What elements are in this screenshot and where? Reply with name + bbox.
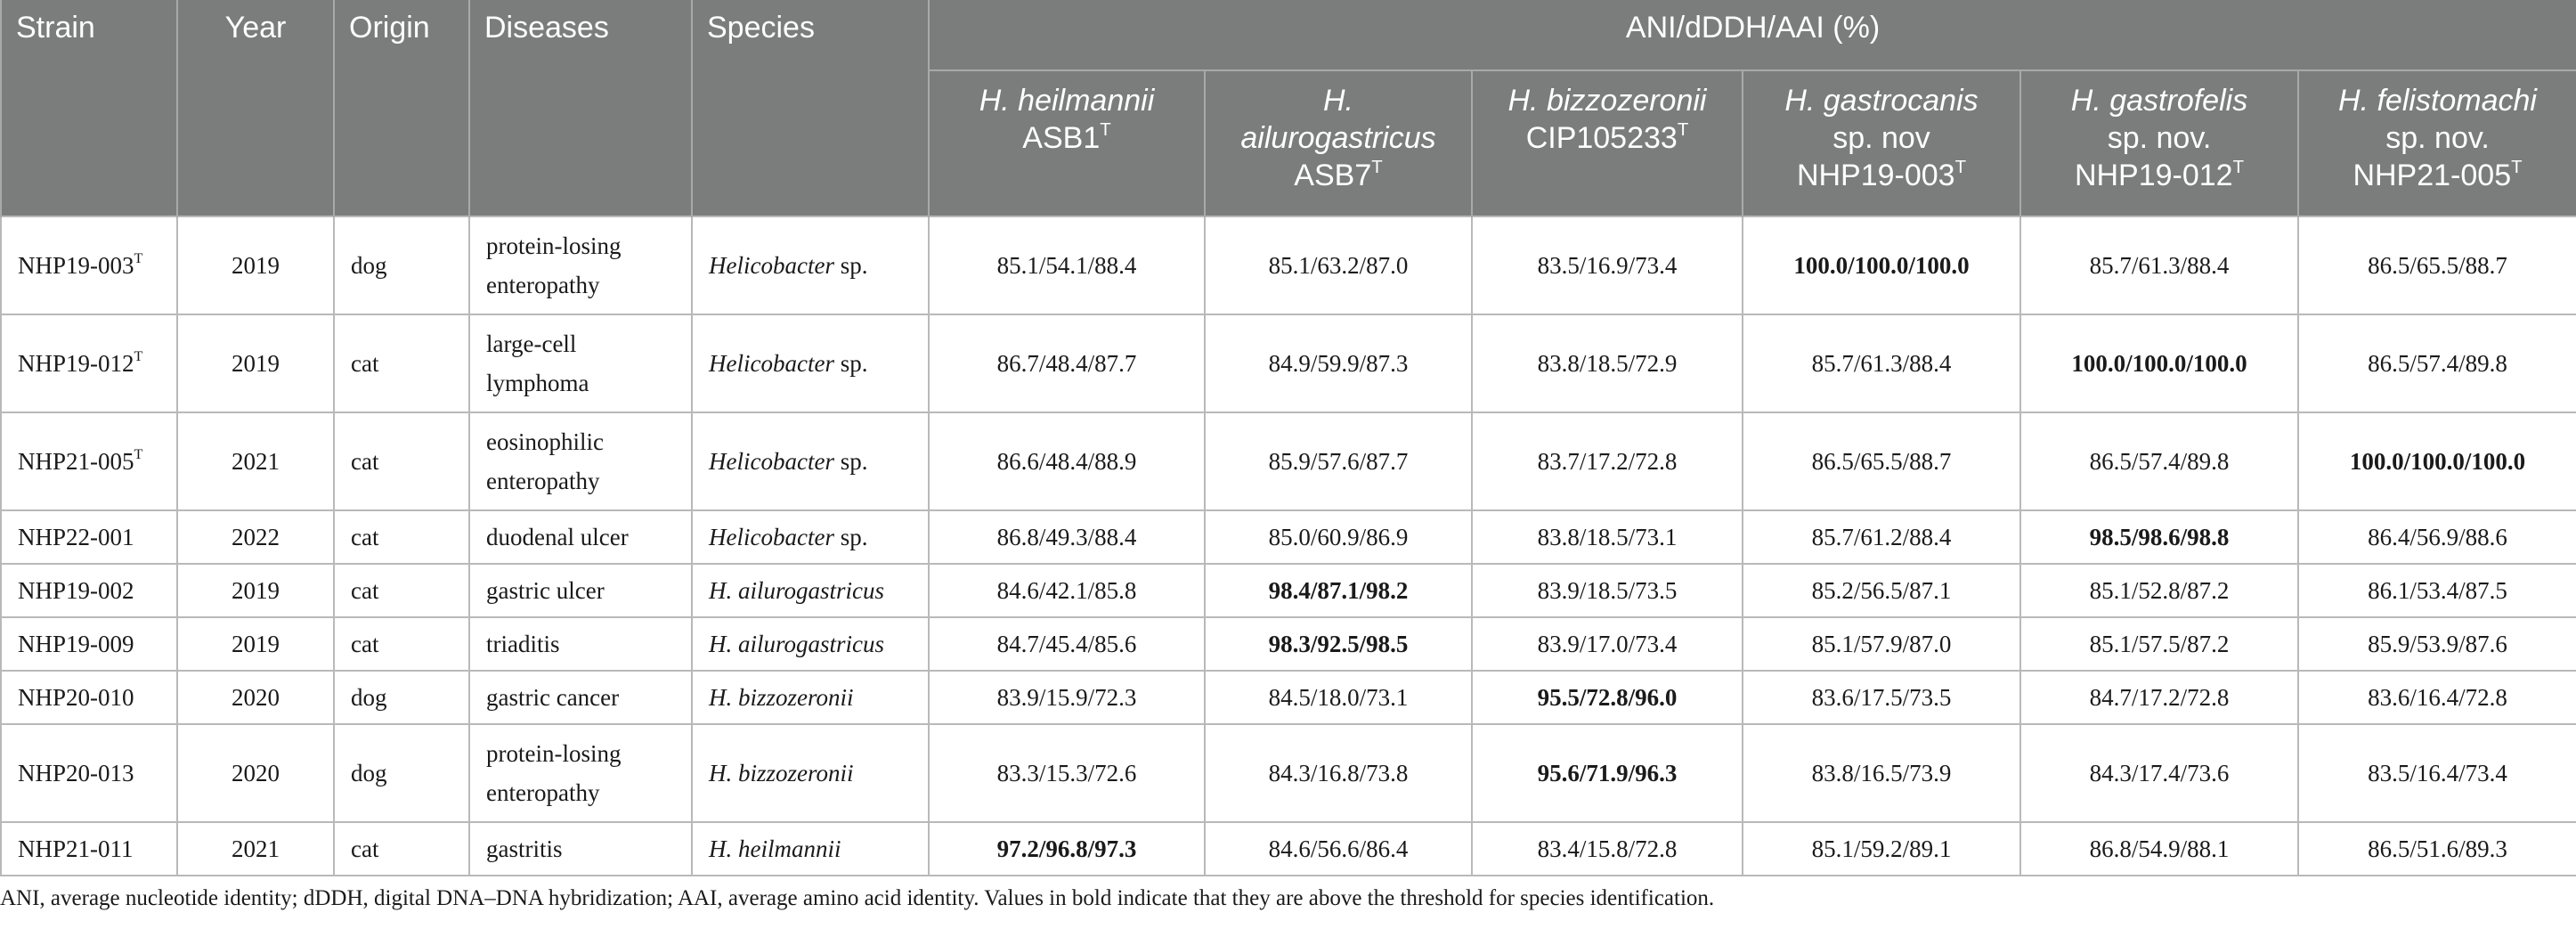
value-cell: 95.6/71.9/96.3 — [1472, 724, 1743, 822]
value-cell: 86.7/48.4/87.7 — [929, 314, 1205, 412]
species-name: Helicobacter — [709, 252, 834, 279]
disease-cell — [469, 671, 692, 724]
value-cell: 98.3/92.5/98.5 — [1205, 617, 1472, 671]
disease-line: protein-losing — [486, 232, 622, 259]
table-row — [1, 564, 2576, 617]
table-footnote: ANI, average nucleotide identity; dDDH, digital DNA–DNA hybridization; AAI, average amino acid identity. Values in bold indicate that they are above the threshold for species identification. — [0, 886, 1715, 910]
reference-name-cont: ailurogastricus — [1240, 121, 1436, 155]
type-strain-marker: T — [1677, 119, 1689, 140]
header-reference-4 — [1743, 70, 2020, 216]
disease-cell — [469, 510, 692, 564]
disease-cell — [469, 617, 692, 671]
reference-detail: ASB7 — [1294, 159, 1372, 192]
strain-cell — [1, 564, 177, 617]
value-cell: 85.1/54.1/88.4 — [929, 216, 1205, 314]
reference-name: H. — [1323, 84, 1353, 118]
species-suffix: sp. — [833, 252, 868, 279]
disease-line: triaditis — [486, 631, 560, 657]
value-cell: 86.4/56.9/88.6 — [2298, 510, 2576, 564]
type-strain-marker: T — [1100, 119, 1111, 140]
disease-line: gastric ulcer — [486, 577, 605, 604]
strain-cell — [1, 671, 177, 724]
header-species: Species — [692, 0, 929, 216]
reference-name: H. gastrocanis — [1784, 84, 1979, 118]
strain-cell — [1, 510, 177, 564]
value-cell: 86.8/54.9/88.1 — [2020, 822, 2298, 876]
value-cell: 86.5/65.5/88.7 — [1743, 412, 2020, 510]
value-cell: 83.8/16.5/73.9 — [1743, 724, 2020, 822]
value-cell: 84.3/16.8/73.8 — [1205, 724, 1472, 822]
species-name: H. heilmannii — [709, 835, 841, 862]
disease-cell — [469, 822, 692, 876]
species-cell — [692, 412, 929, 510]
origin-cell: cat — [334, 314, 469, 412]
reference-name: H. bizzozeronii — [1507, 84, 1707, 118]
value-cell: 85.1/59.2/89.1 — [1743, 822, 2020, 876]
species-cell — [692, 724, 929, 822]
disease-cell — [469, 314, 692, 412]
value-cell: 100.0/100.0/100.0 — [2020, 314, 2298, 412]
origin-cell: cat — [334, 564, 469, 617]
header-strain: Strain — [1, 0, 177, 216]
origin-cell: cat — [334, 510, 469, 564]
year-cell: 2021 — [177, 412, 334, 510]
strain-name: NHP22-001 — [18, 524, 134, 550]
value-cell: 83.4/15.8/72.8 — [1472, 822, 1743, 876]
value-cell: 84.7/45.4/85.6 — [929, 617, 1205, 671]
strain-name: NHP21-011 — [18, 835, 134, 862]
value-cell: 98.5/98.6/98.8 — [2020, 510, 2298, 564]
reference-detail: sp. nov. — [2107, 121, 2212, 155]
disease-line: lymphoma — [486, 370, 589, 396]
value-cell: 84.6/42.1/85.8 — [929, 564, 1205, 617]
strain-cell — [1, 216, 177, 314]
origin-cell: cat — [334, 822, 469, 876]
value-cell: 95.5/72.8/96.0 — [1472, 671, 1743, 724]
value-cell: 84.3/17.4/73.6 — [2020, 724, 2298, 822]
year-cell: 2022 — [177, 510, 334, 564]
disease-cell — [469, 412, 692, 510]
strain-name: NHP19-009 — [18, 631, 134, 657]
value-cell: 85.7/61.3/88.4 — [2020, 216, 2298, 314]
disease-line: duodenal ulcer — [486, 524, 629, 550]
type-strain-marker: T — [134, 348, 143, 365]
strain-name: NHP21-005 — [18, 448, 134, 475]
species-name: H. bizzozeronii — [709, 760, 854, 786]
disease-cell — [469, 216, 692, 314]
origin-cell: dog — [334, 671, 469, 724]
reference-detail: CIP105233 — [1525, 121, 1678, 155]
origin-cell: cat — [334, 412, 469, 510]
strain-name: NHP19-002 — [18, 577, 134, 604]
value-cell: 83.7/17.2/72.8 — [1472, 412, 1743, 510]
strain-cell — [1, 617, 177, 671]
header-origin: Origin — [334, 0, 469, 216]
species-name: H. ailurogastricus — [709, 577, 885, 604]
value-cell: 85.1/52.8/87.2 — [2020, 564, 2298, 617]
year-cell: 2020 — [177, 724, 334, 822]
value-cell: 86.5/57.4/89.8 — [2298, 314, 2576, 412]
value-cell: 85.9/53.9/87.6 — [2298, 617, 2576, 671]
species-suffix: sp. — [833, 350, 868, 377]
value-cell: 84.5/18.0/73.1 — [1205, 671, 1472, 724]
table-row — [1, 216, 2576, 314]
value-cell: 84.9/59.9/87.3 — [1205, 314, 1472, 412]
disease-line: enteropathy — [486, 468, 600, 494]
table-row — [1, 314, 2576, 412]
strain-cell — [1, 412, 177, 510]
table-row — [1, 617, 2576, 671]
header-reference-5 — [2020, 70, 2298, 216]
header-diseases: Diseases — [469, 0, 692, 216]
header-reference-6 — [2298, 70, 2576, 216]
reference-detail: sp. nov. — [2385, 121, 2490, 155]
strain-name: NHP19-012 — [18, 350, 134, 377]
value-cell: 86.1/53.4/87.5 — [2298, 564, 2576, 617]
origin-cell: cat — [334, 617, 469, 671]
disease-line: enteropathy — [486, 779, 600, 806]
value-cell: 85.1/57.9/87.0 — [1743, 617, 2020, 671]
disease-line: eosinophilic — [486, 428, 604, 455]
origin-cell: dog — [334, 724, 469, 822]
disease-line: large-cell — [486, 330, 577, 357]
reference-name: H. gastrofelis — [2070, 84, 2248, 118]
year-cell: 2019 — [177, 617, 334, 671]
type-strain-marker: T — [2232, 157, 2245, 177]
value-cell: 97.2/96.8/97.3 — [929, 822, 1205, 876]
disease-line: protein-losing — [486, 740, 622, 767]
table-row — [1, 822, 2576, 876]
table-header — [1, 0, 2576, 216]
strain-name: NHP19-003 — [18, 252, 134, 279]
species-name: H. bizzozeronii — [709, 684, 854, 711]
value-cell: 86.5/65.5/88.7 — [2298, 216, 2576, 314]
value-cell: 86.5/51.6/89.3 — [2298, 822, 2576, 876]
table-row — [1, 671, 2576, 724]
species-cell — [692, 314, 929, 412]
year-cell: 2019 — [177, 564, 334, 617]
species-cell — [692, 510, 929, 564]
reference-strain: NHP19-003 — [1796, 159, 1955, 192]
value-cell: 83.8/18.5/72.9 — [1472, 314, 1743, 412]
reference-detail: sp. nov — [1832, 121, 1930, 155]
header-year: Year — [177, 0, 334, 216]
disease-line: gastritis — [486, 835, 563, 862]
species-cell — [692, 216, 929, 314]
year-cell: 2021 — [177, 822, 334, 876]
reference-detail: ASB1 — [1022, 121, 1101, 155]
species-suffix: sp. — [833, 524, 868, 550]
reference-name: H. heilmannii — [979, 84, 1155, 118]
value-cell: 83.5/16.4/73.4 — [2298, 724, 2576, 822]
value-cell: 86.5/57.4/89.8 — [2020, 412, 2298, 510]
species-name: H. ailurogastricus — [709, 631, 885, 657]
strain-name: NHP20-010 — [18, 684, 134, 711]
species-cell — [692, 822, 929, 876]
table-row — [1, 510, 2576, 564]
origin-cell: dog — [334, 216, 469, 314]
disease-line: enteropathy — [486, 272, 600, 298]
value-cell: 83.9/15.9/72.3 — [929, 671, 1205, 724]
year-cell: 2019 — [177, 314, 334, 412]
value-cell: 83.9/17.0/73.4 — [1472, 617, 1743, 671]
year-cell: 2020 — [177, 671, 334, 724]
reference-name: H. felistomachi — [2338, 84, 2537, 118]
species-name: Helicobacter — [709, 350, 834, 377]
table-body — [1, 216, 2576, 876]
type-strain-marker: T — [134, 250, 143, 267]
type-strain-marker: T — [1371, 157, 1383, 177]
species-suffix: sp. — [833, 448, 868, 475]
value-cell: 84.6/56.6/86.4 — [1205, 822, 1472, 876]
value-cell: 85.7/61.3/88.4 — [1743, 314, 2020, 412]
year-cell: 2019 — [177, 216, 334, 314]
table-row — [1, 412, 2576, 510]
value-cell: 100.0/100.0/100.0 — [1743, 216, 2020, 314]
value-cell: 85.2/56.5/87.1 — [1743, 564, 2020, 617]
value-cell: 86.6/48.4/88.9 — [929, 412, 1205, 510]
type-strain-marker: T — [134, 446, 143, 463]
strain-cell — [1, 314, 177, 412]
value-cell: 85.1/57.5/87.2 — [2020, 617, 2298, 671]
type-strain-marker: T — [1954, 157, 1967, 177]
value-cell: 83.3/15.3/72.6 — [929, 724, 1205, 822]
value-cell: 98.4/87.1/98.2 — [1205, 564, 1472, 617]
strain-cell — [1, 724, 177, 822]
disease-cell — [469, 564, 692, 617]
species-cell — [692, 671, 929, 724]
reference-strain: NHP21-005 — [2353, 159, 2512, 192]
value-cell: 85.7/61.2/88.4 — [1743, 510, 2020, 564]
value-cell: 83.6/17.5/73.5 — [1743, 671, 2020, 724]
species-cell — [692, 617, 929, 671]
reference-strain: NHP19-012 — [2074, 159, 2233, 192]
value-cell: 86.8/49.3/88.4 — [929, 510, 1205, 564]
header-ani-group: ANI/dDDH/AAI (%) — [929, 0, 2576, 70]
value-cell: 85.1/63.2/87.0 — [1205, 216, 1472, 314]
value-cell: 100.0/100.0/100.0 — [2298, 412, 2576, 510]
species-cell — [692, 564, 929, 617]
header-reference-1 — [929, 70, 1205, 216]
value-cell: 84.7/17.2/72.8 — [2020, 671, 2298, 724]
value-cell: 83.5/16.9/73.4 — [1472, 216, 1743, 314]
value-cell: 85.9/57.6/87.7 — [1205, 412, 1472, 510]
strain-name: NHP20-013 — [18, 760, 134, 786]
type-strain-marker: T — [2511, 157, 2523, 177]
species-name: Helicobacter — [709, 448, 834, 475]
disease-cell — [469, 724, 692, 822]
header-reference-3 — [1472, 70, 1743, 216]
value-cell: 85.0/60.9/86.9 — [1205, 510, 1472, 564]
disease-line: gastric cancer — [486, 684, 620, 711]
value-cell: 83.9/18.5/73.5 — [1472, 564, 1743, 617]
value-cell: 83.8/18.5/73.1 — [1472, 510, 1743, 564]
header-reference-2 — [1205, 70, 1472, 216]
table-row — [1, 724, 2576, 822]
value-cell: 83.6/16.4/72.8 — [2298, 671, 2576, 724]
strain-cell — [1, 822, 177, 876]
species-name: Helicobacter — [709, 524, 834, 550]
